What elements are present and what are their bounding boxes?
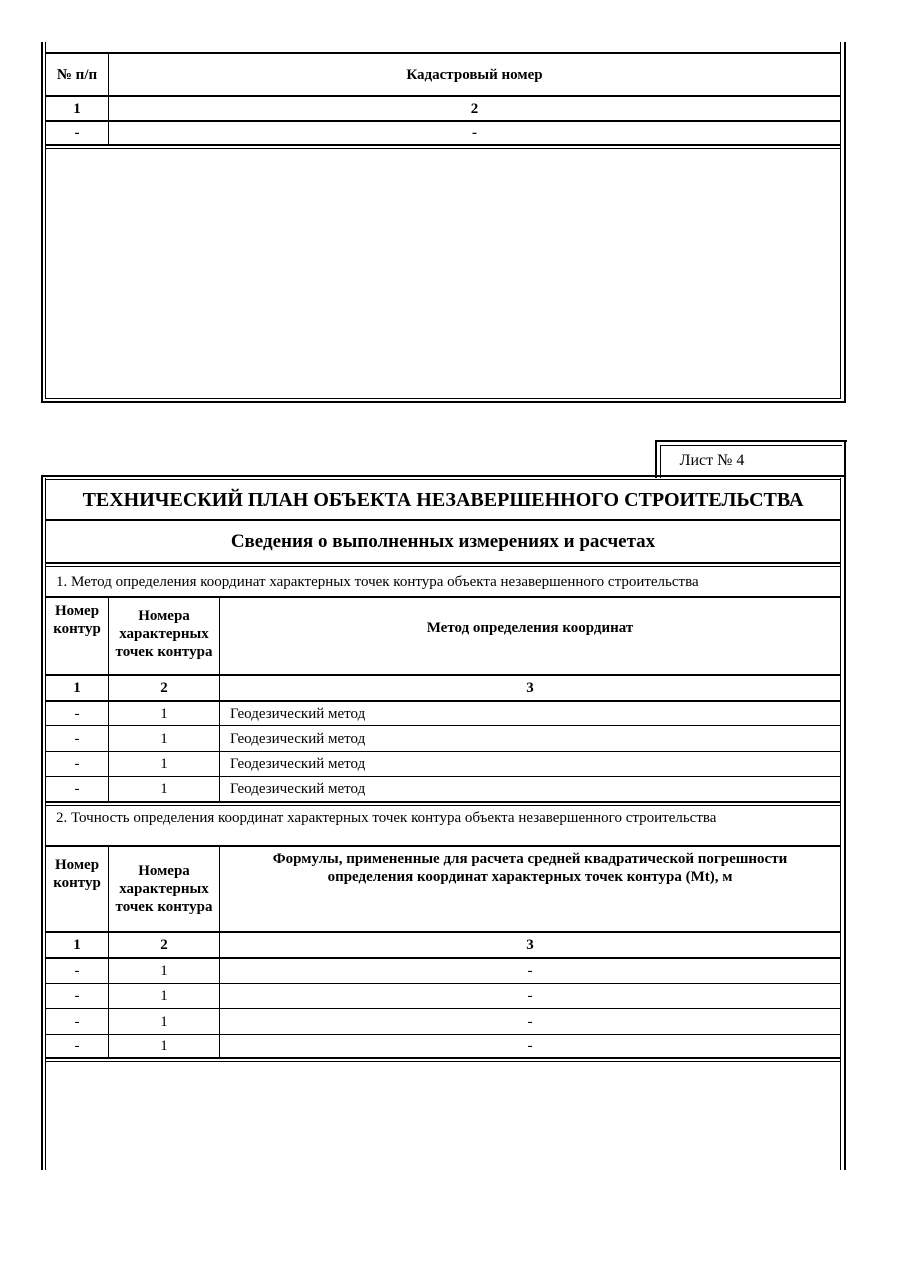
col-header-num: № п/п: [56, 66, 98, 83]
s2-index-1: 1: [73, 937, 81, 953]
s1-row-contour: -: [74, 756, 80, 772]
s2-col-points: Номера характерных точек контура: [115, 863, 213, 915]
s1-index-3: 3: [526, 680, 534, 696]
s1-row-method: Геодезический метод: [230, 756, 366, 772]
s1-row-method: Геодезический метод: [230, 731, 366, 747]
s1-row-points: 1: [160, 756, 168, 772]
col-header-cadastral: Кадастровый номер: [406, 66, 543, 83]
s1-row-points: 1: [160, 705, 168, 722]
s2-row-points: 1: [160, 1013, 168, 1030]
s2-index-2: 2: [160, 937, 168, 953]
s2-row-formula: -: [527, 963, 533, 979]
s2-row-points: 1: [160, 1038, 168, 1054]
s1-index-2: 2: [160, 680, 168, 696]
s2-col-contour: Номер контур: [53, 857, 101, 891]
s1-col-contour: Номер контур: [53, 603, 101, 637]
s1-row-method: Геодезический метод: [230, 781, 366, 797]
s2-row-points: 1: [160, 988, 168, 1004]
s2-row-points: 1: [160, 963, 168, 979]
col-index-2: 2: [470, 100, 479, 117]
s1-col-points: Номера характерных точек контура: [115, 608, 213, 660]
s1-row-contour: -: [74, 731, 80, 747]
s1-col-method: Метод определения координат: [426, 620, 634, 636]
s1-row-method: Геодезический метод: [230, 705, 366, 722]
table-row-num: -: [74, 125, 80, 141]
s2-row-formula: -: [527, 1038, 533, 1054]
s1-row-contour: -: [74, 781, 80, 797]
s2-row-contour: -: [74, 988, 80, 1004]
section2-heading: 2. Точность определения координат характерных точек контура объекта незавершенного строительства: [56, 810, 717, 826]
s2-col-formula: Формулы, примененные для расчета средней квадратической погрешности определения координат характерных точек контура (Mt), м: [272, 851, 788, 885]
sheet-number: Лист № 4: [679, 452, 745, 469]
s2-row-contour: -: [74, 1013, 80, 1030]
s2-row-contour: -: [74, 1038, 80, 1054]
s1-row-points: 1: [160, 731, 168, 747]
document-title: ТЕХНИЧЕСКИЙ ПЛАН ОБЪЕКТА НЕЗАВЕРШЕННОГО СТРОИТЕЛЬСТВА: [82, 489, 804, 511]
s2-index-3: 3: [526, 937, 534, 953]
s1-index-1: 1: [73, 680, 81, 696]
s2-row-formula: -: [527, 988, 533, 1004]
s2-row-formula: -: [527, 1013, 533, 1030]
col-index-1: 1: [73, 100, 81, 117]
table-row-cadastral: -: [472, 125, 477, 141]
s1-row-points: 1: [160, 781, 168, 797]
document-subtitle: Сведения о выполненных измерениях и расчетах: [230, 530, 656, 552]
section1-heading: 1. Метод определения координат характерных точек контура объекта незавершенного строительства: [56, 574, 699, 590]
s2-row-contour: -: [74, 963, 80, 979]
s1-row-contour: -: [74, 705, 80, 722]
